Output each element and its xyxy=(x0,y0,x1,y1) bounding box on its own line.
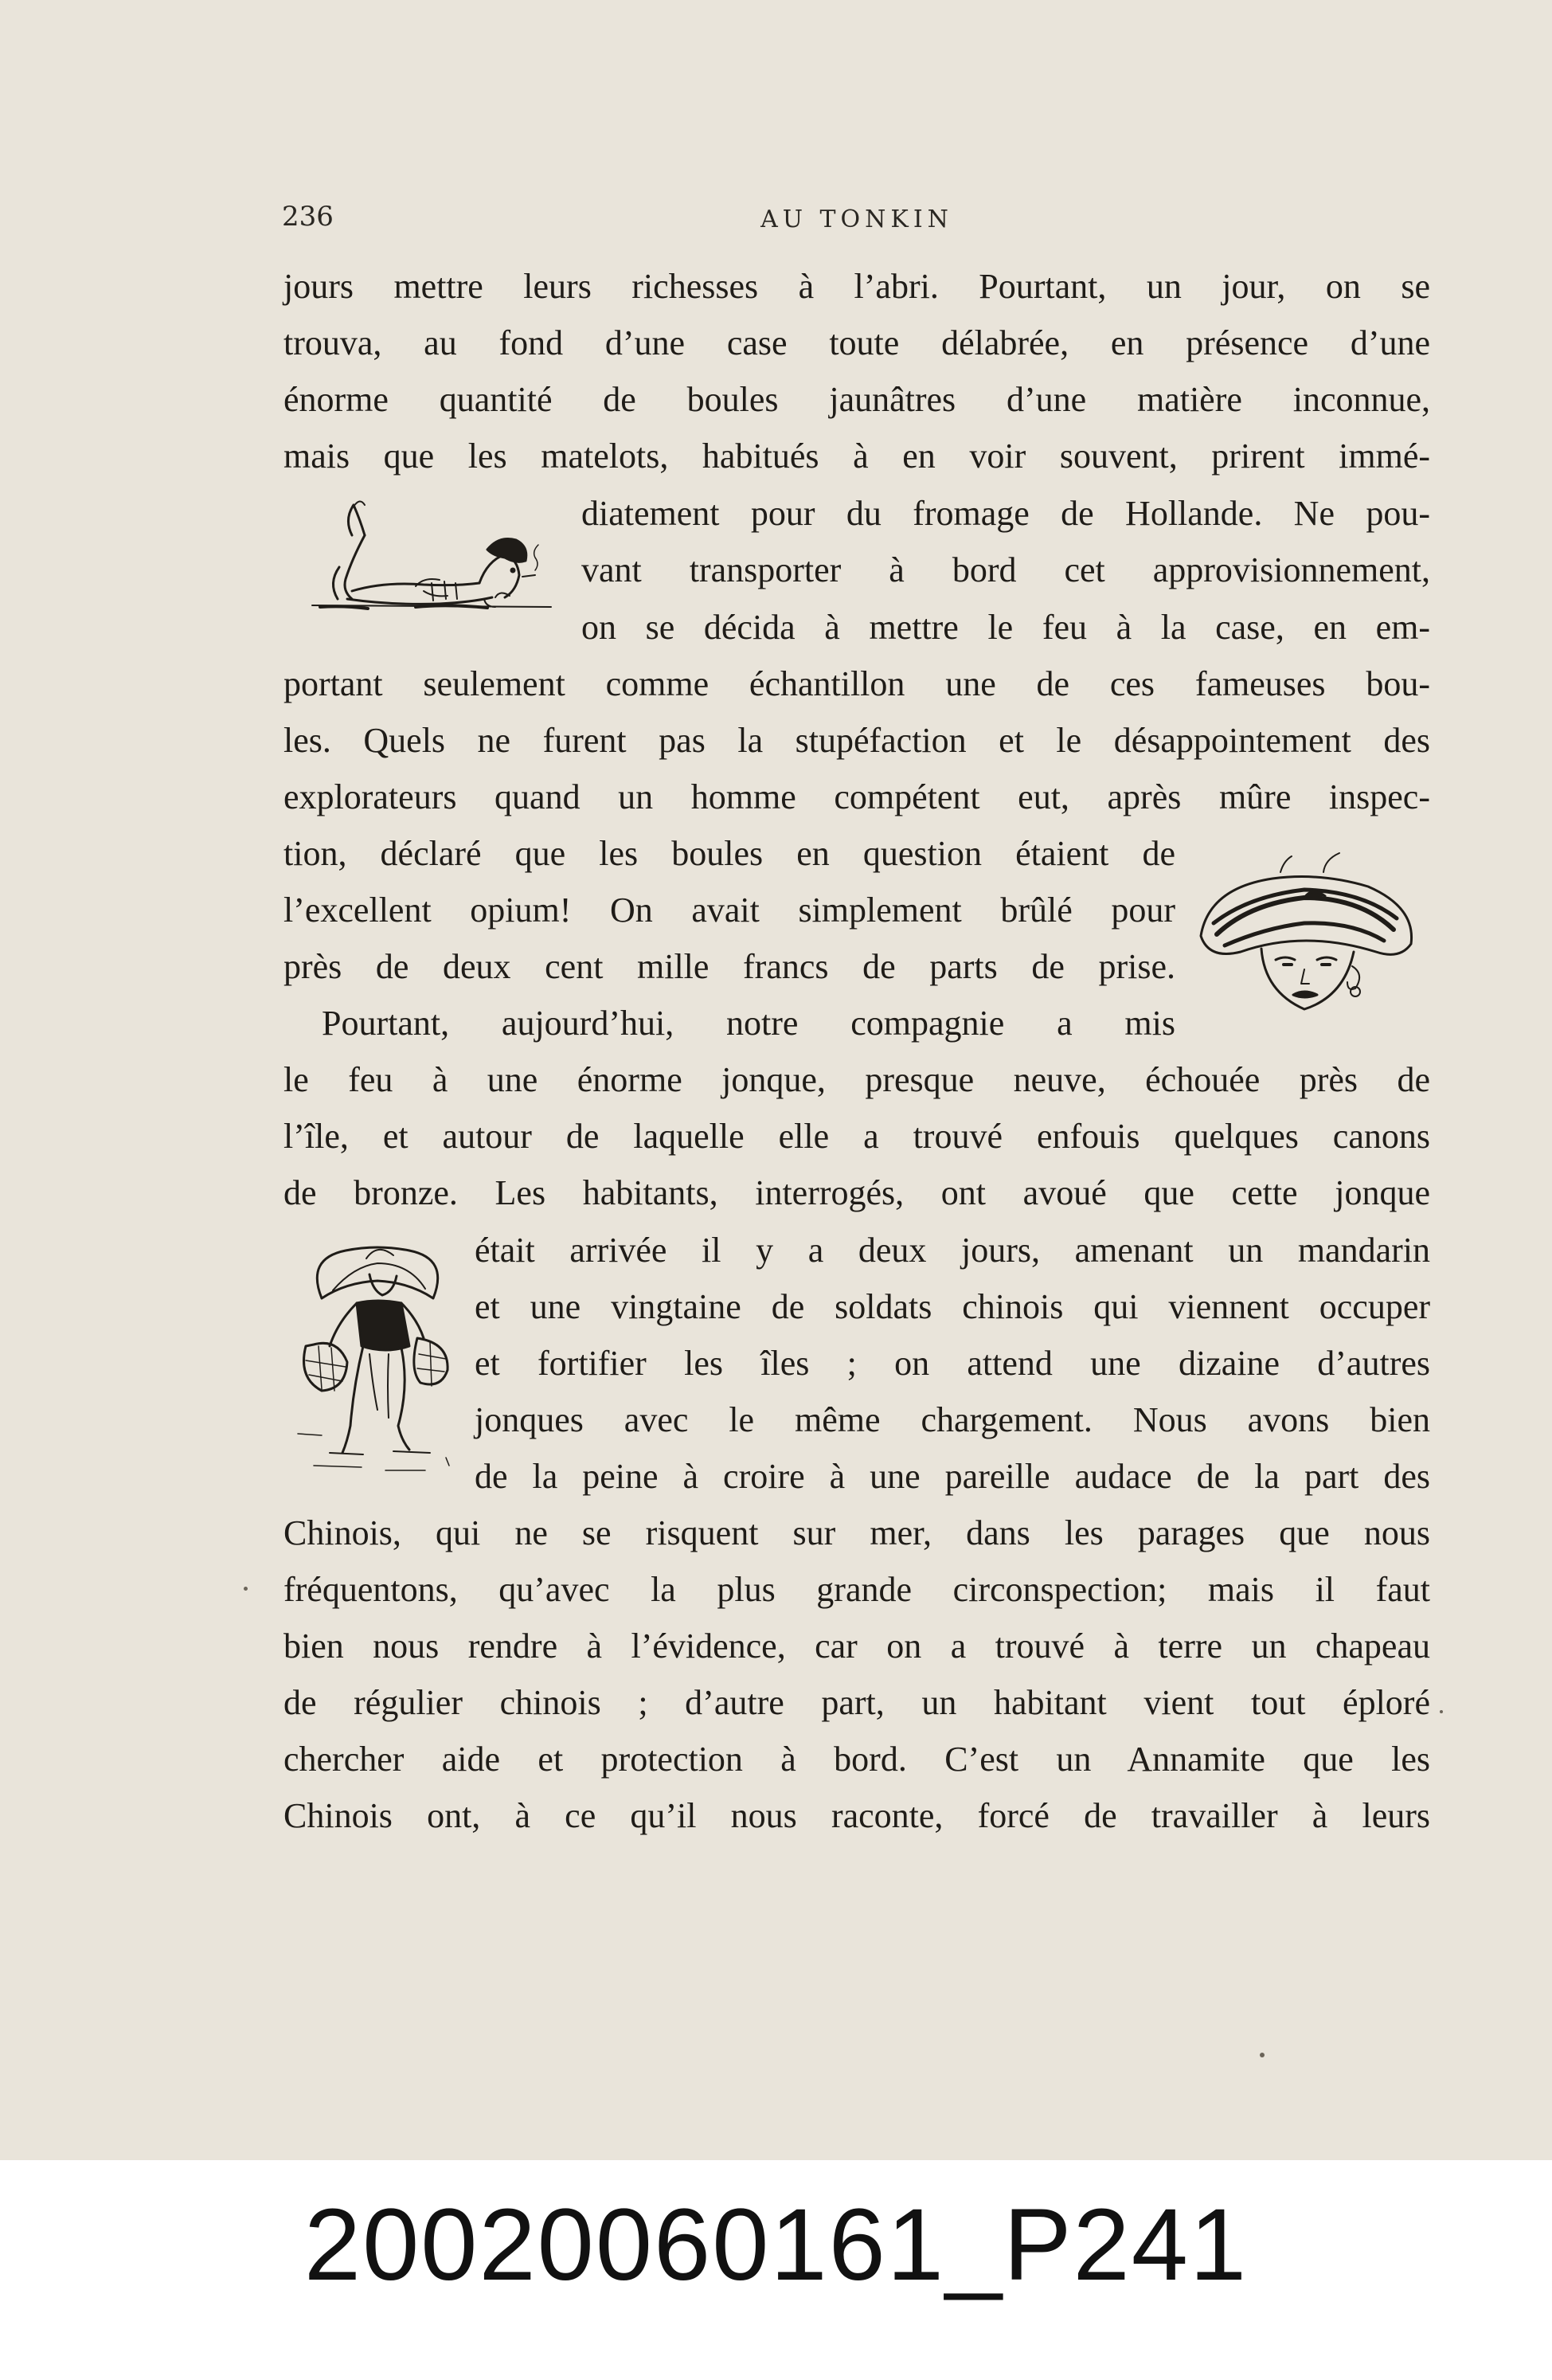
text-line: explorateurs quand un homme compétent eut, après mûre inspec- xyxy=(283,777,1430,816)
text-line: trouva, au fond d’une case toute délabrée, en présence d’une xyxy=(283,323,1430,362)
running-title: AU TONKIN xyxy=(760,206,953,233)
text-line: fréquentons, qu’avec la plus grande circonspection; mais il faut xyxy=(283,1570,1430,1609)
reclining-smoker-illustration xyxy=(296,487,559,627)
text-line: de la peine à croire à une pareille audace de la part des xyxy=(475,1457,1430,1496)
text-line: jours mettre leurs richesses à l’abri. Pourtant, un jour, on se xyxy=(283,267,1430,306)
text-line: le feu à une énorme jonque, presque neuve, échouée près de xyxy=(283,1060,1430,1099)
accession-id: 20020060161_P241 xyxy=(303,2188,1249,2302)
text-line: et fortifier les îles ; on attend une dizaine d’autres xyxy=(475,1344,1430,1383)
woman-with-hat-illustration xyxy=(1185,840,1428,1035)
text-line: tion, déclaré que les boules en question étaient de xyxy=(283,834,1175,873)
text-line: l’excellent opium! On avait simplement brûlé pour xyxy=(283,891,1175,930)
text-line: Chinois ont, à ce qu’il nous raconte, forcé de travailler à leurs xyxy=(283,1796,1430,1835)
text-line: vant transporter à bord cet approvisionnement, xyxy=(581,550,1430,589)
text-line: l’île, et autour de laquelle elle a trouvé enfouis quelques canons xyxy=(283,1117,1430,1156)
paper-speck xyxy=(244,1587,248,1591)
text-line: mais que les matelots, habitués à en voir souvent, prirent immé- xyxy=(283,436,1430,476)
paper-speck xyxy=(1440,1710,1443,1713)
text-line: et une vingtaine de soldats chinois qui viennent occuper xyxy=(475,1287,1430,1326)
running-head xyxy=(282,201,1432,241)
text-line: Pourtant, aujourd’hui, notre compagnie a mis xyxy=(322,1004,1175,1043)
text-line: bien nous rendre à l’évidence, car on a trouvé à terre un chapeau xyxy=(283,1626,1430,1666)
text-line: on se décida à mettre le feu à la case, en em- xyxy=(581,608,1430,647)
text-line: était arrivée il y a deux jours, amenant un mandarin xyxy=(475,1231,1430,1270)
text-line: Chinois, qui ne se risquent sur mer, dans les parages que nous xyxy=(283,1513,1430,1552)
text-line: portant seulement comme échantillon une de ces fameuses bou- xyxy=(283,664,1430,703)
page-number: 236 xyxy=(282,201,334,233)
text-line: jonques avec le même chargement. Nous avons bien xyxy=(475,1400,1430,1439)
text-line: les. Quels ne furent pas la stupéfaction et le désappointement des xyxy=(283,721,1430,760)
text-line: énorme quantité de boules jaunâtres d’une matière inconnue, xyxy=(283,380,1430,419)
text-line: de régulier chinois ; d’autre part, un habitant vient tout éploré xyxy=(283,1683,1430,1722)
porter-with-baskets-illustration xyxy=(290,1227,467,1482)
text-line: de bronze. Les habitants, interrogés, ont avoué que cette jonque xyxy=(283,1173,1430,1212)
paper-speck xyxy=(1260,2053,1265,2057)
text-line: chercher aide et protection à bord. C’est un Annamite que les xyxy=(283,1740,1430,1779)
text-line: près de deux cent mille francs de parts de prise. xyxy=(283,947,1175,986)
text-line: diatement pour du fromage de Hollande. Ne pou- xyxy=(581,494,1430,533)
